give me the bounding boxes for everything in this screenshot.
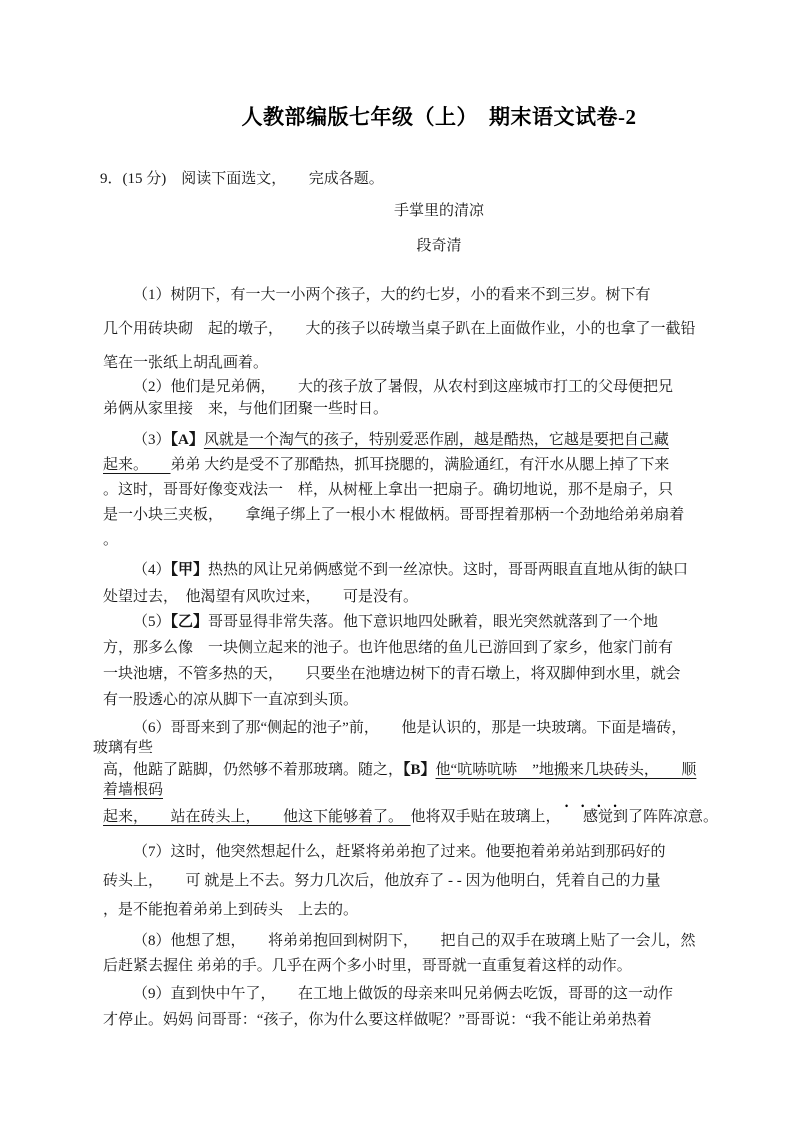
underlined-text: 着墙根码 xyxy=(103,782,164,798)
paragraph-p6 xyxy=(93,718,719,827)
text-segment: （5） xyxy=(133,614,171,630)
text-segment: 处望过去， 他渴望有风吹过来， 可是没有。 xyxy=(103,589,419,605)
question-instruction: 阅读下面选文， 完成各题。 xyxy=(166,171,384,187)
passage-line xyxy=(103,312,703,346)
text-segment: 后赶紧去握住 弟弟的手。几乎在两个多小时里，哥哥就一直重复着这样的动作。 xyxy=(103,958,632,974)
bold-marker: 【B】 xyxy=(403,762,436,778)
underlined-text: 他“吭哧吭哧 ”地搬来几块砖头， 顺 xyxy=(435,762,697,778)
passage-line xyxy=(103,278,703,312)
paragraph-p2 xyxy=(103,376,703,420)
text-segment: 热热的风让兄弟俩感觉不到一丝凉快。这时，哥哥两眼直直地从街的缺口 xyxy=(208,562,689,578)
passage-line xyxy=(103,867,703,896)
passage-line xyxy=(103,584,703,611)
passage-line xyxy=(103,929,703,954)
paragraph-p9 xyxy=(103,981,703,1033)
underlined-text: 风就是一个淘气的孩子，特别爱恶作剧，越是酷热，它越是要把自己藏 xyxy=(203,432,669,448)
exam-title: 人教部编版七年级（上） 期末语文试卷-2 xyxy=(241,105,637,129)
passage-line xyxy=(103,503,703,528)
passage-line xyxy=(103,346,703,380)
passage-line xyxy=(103,718,703,738)
text-segment: 砖头上， 可 就是上不去。努力几次后，他放弃了 - - 因为他明白，凭着自己的力量 xyxy=(103,873,661,889)
text-segment: 玻璃有些 xyxy=(93,740,154,756)
paragraph-p7 xyxy=(103,838,703,925)
passage-line xyxy=(103,557,703,584)
passage-line xyxy=(103,661,703,687)
underlined-text: 起来， 站在砖头上， 他这下能够着了。 xyxy=(103,809,411,825)
question-header xyxy=(100,169,793,189)
text-segment: （7）这时，他突然想起什么，赶紧将弟弟抱了过来。他要抱着弟弟站到那码好的 xyxy=(133,844,666,860)
passage-line xyxy=(103,528,703,553)
passage-line xyxy=(103,896,703,925)
passage-line xyxy=(103,453,703,478)
text-segment: （9）直到快中午了， 在工地上做饭的母亲来叫兄弟俩去吃饭，哥哥的这一动作 xyxy=(133,986,674,1002)
paragraph-p5 xyxy=(103,609,703,713)
text-segment: 是一小块三夹板， 拿绳子绑上了一根小木 棍做柄。哥哥捏着那柄一个劲地给弟弟扇着 xyxy=(103,507,685,523)
text-segment: 高，他踮了踮脚，仍然够不着那玻璃。随之， xyxy=(103,762,404,778)
passage-title: 手掌里的清凉 xyxy=(393,203,484,219)
bold-marker: 【A】 xyxy=(170,432,204,448)
text-segment: （6）哥哥来到了那“侧起的池子”前， 他是认识的，那是一块玻璃。下面是墙砖， xyxy=(133,720,687,736)
passage-line xyxy=(103,1007,703,1033)
text-segment: 。这时，哥哥好像变戏法一 样，从树桠上拿出一把扇子。确切地说，那不是扇子，只 xyxy=(103,482,674,498)
passage-line xyxy=(103,478,703,503)
passage-paragraphs xyxy=(0,278,793,1033)
text-segment: ，是不能抱着弟弟上到砖头 上去的。 xyxy=(103,902,359,918)
bold-marker: 【乙】 xyxy=(170,614,209,630)
paragraph-p3 xyxy=(103,428,703,553)
text-segment: 有一股透心的凉从脚下一直凉到头顶。 xyxy=(103,692,359,708)
emphasis-dots: •••• xyxy=(565,801,630,811)
paragraph-p8 xyxy=(103,929,703,979)
passage-line xyxy=(103,760,703,780)
bold-marker: 【甲】 xyxy=(170,562,209,578)
text-segment: 才停止。妈妈 问哥哥：“孩子，你为什么要这样做呢？”哥哥说：“我不能让弟弟热着 xyxy=(103,1012,652,1028)
passage-line xyxy=(103,376,703,398)
text-segment: 一块池塘，不管多热的天， 只要坐在池塘边树下的青石墩上，将双脚伸到水里，就会 xyxy=(103,666,681,682)
passage-line xyxy=(103,635,703,661)
text-segment: （8）他想了想， 将弟弟抱回到树阴下， 把自己的双手在玻璃上贴了一会儿，然 xyxy=(133,933,696,949)
text-segment: 哥哥显得非常失落。他下意识地四处瞅着，眼光突然就落到了一个地 xyxy=(208,614,659,630)
paragraph-p4 xyxy=(103,557,703,611)
question-number: 9． xyxy=(100,171,123,187)
text-segment: （3） xyxy=(133,432,171,448)
underlined-text: 起来。 xyxy=(103,457,171,473)
text-segment: 弟俩从家里接 来，与他们团聚一些时日。 xyxy=(103,401,389,417)
text-segment: 弟弟 大约是受不了那酷热，抓耳挠腮的，满脸通红，有汗水从腮上掉了下来 xyxy=(170,457,670,473)
text-segment: （1）树阴下，有一大一小两个孩子，大的约七岁，小的看来不到三岁。树下有 xyxy=(133,287,651,303)
text-segment: （2）他们是兄弟俩， 大的孩子放了暑假，从农村到这座城市打工的父母便把兄 xyxy=(133,379,674,395)
text-segment: 笔在一张纸上胡乱画着。 xyxy=(103,355,269,371)
passage-line xyxy=(103,687,703,713)
text-segment: 几个用砖块砌 起的墩子， 大的孩子以砖墩当桌子趴在上面做作业，小的也拿了一截铅 xyxy=(103,321,696,337)
text-segment: 。 xyxy=(103,532,119,548)
text-segment: 方，那多么像 一块侧立起来的池子。也许他思绪的鱼儿已游回到了家乡，他家门前有 xyxy=(103,640,674,656)
passage-line xyxy=(103,801,719,827)
passage-line xyxy=(103,398,703,420)
text-segment: （4） xyxy=(133,562,171,578)
passage-author: 段奇清 xyxy=(416,238,462,254)
passage-line xyxy=(103,609,703,635)
passage-line xyxy=(103,954,703,979)
passage-line xyxy=(103,981,703,1007)
text-segment: 他将双手贴在玻璃上， 感觉到了阵阵凉意。 xyxy=(410,809,719,825)
question-points: (15 分) xyxy=(122,171,167,187)
passage-line xyxy=(93,738,703,758)
passage-line xyxy=(103,428,703,453)
paragraph-p1 xyxy=(103,278,703,380)
passage-line xyxy=(103,838,703,867)
